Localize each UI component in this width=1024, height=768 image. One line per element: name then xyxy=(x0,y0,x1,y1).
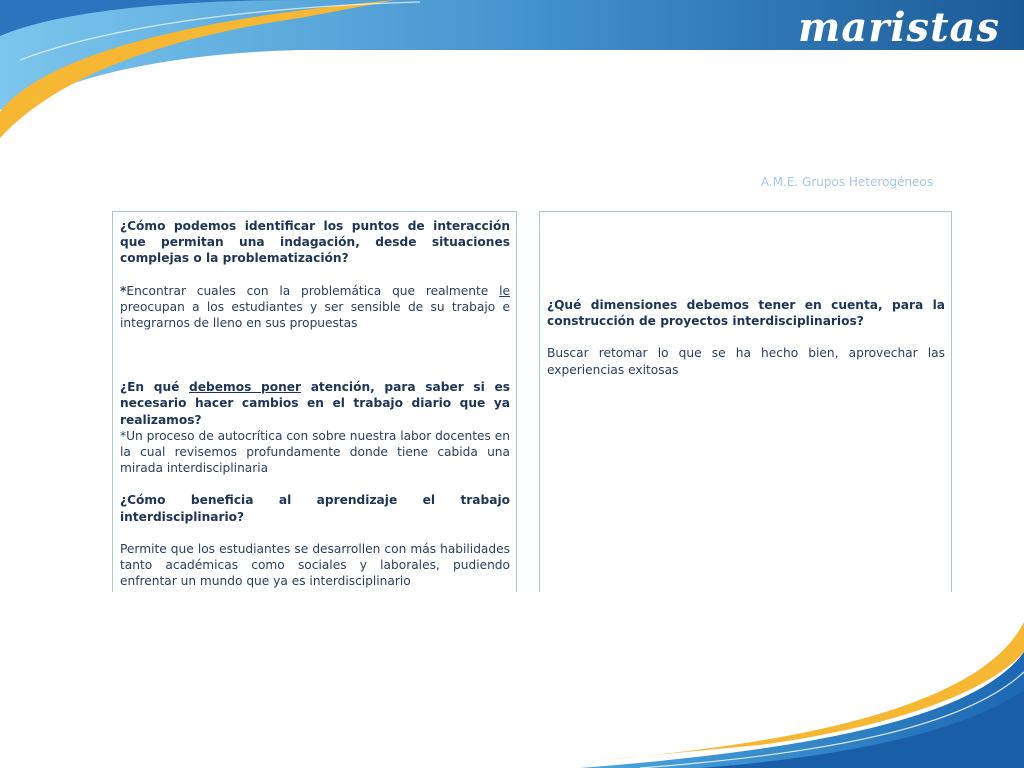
maristas-logo: maristas xyxy=(798,4,1000,51)
answer-learning-benefit: Permite que los estudiantes se desarrollen con más habilidades tanto académicas como sociales y laborales, pudiendo enfrentar un mundo que ya es interdisciplinario xyxy=(120,541,510,589)
question-dimensions: ¿Qué dimensiones debemos tener en cuenta, para la construcción de proyectos interdisciplinarios? xyxy=(547,298,945,329)
question-learning-benefit: ¿Cómo beneficia al aprendizaje el trabajo interdisciplinario? xyxy=(120,493,510,524)
question-text-part: ¿En qué xyxy=(120,380,190,395)
answer-text-part: Encontrar cuales con la problemática que realmente xyxy=(126,283,500,298)
question-interaction-points: ¿Cómo podemos identificar los puntos de interacción que permitan una indagación, desde situaciones complejas o la problematización? xyxy=(120,219,510,266)
question-text-part: atención, para saber si es necesario hacer cambios en el trabajo diario que ya realizamos? xyxy=(120,380,510,427)
right-panel xyxy=(539,211,952,592)
answer-star: * xyxy=(120,283,127,298)
answer-underlined-word: le xyxy=(499,283,510,298)
question-attention-changes xyxy=(120,379,510,428)
answer-attention-changes: *Un proceso de autocrítica con sobre nuestra labor docentes en la cual revisemos profundamente donde tiene cabida una mirada interdisciplinaria xyxy=(120,428,510,476)
group-caption: A.M.E. Grupos Heterogéneos xyxy=(760,175,933,189)
answer-dimensions: Buscar retomar lo que se ha hecho bien, aprovechar las experiencias exitosas xyxy=(547,346,945,377)
left-panel xyxy=(112,211,517,592)
answer-interaction-points xyxy=(120,283,510,332)
answer-text-part: preocupan a los estudiantes y ser sensible de su trabajo e integrarnos de lleno en sus propuestas xyxy=(120,299,510,331)
question-underlined-phrase: debemos poner xyxy=(189,380,302,395)
